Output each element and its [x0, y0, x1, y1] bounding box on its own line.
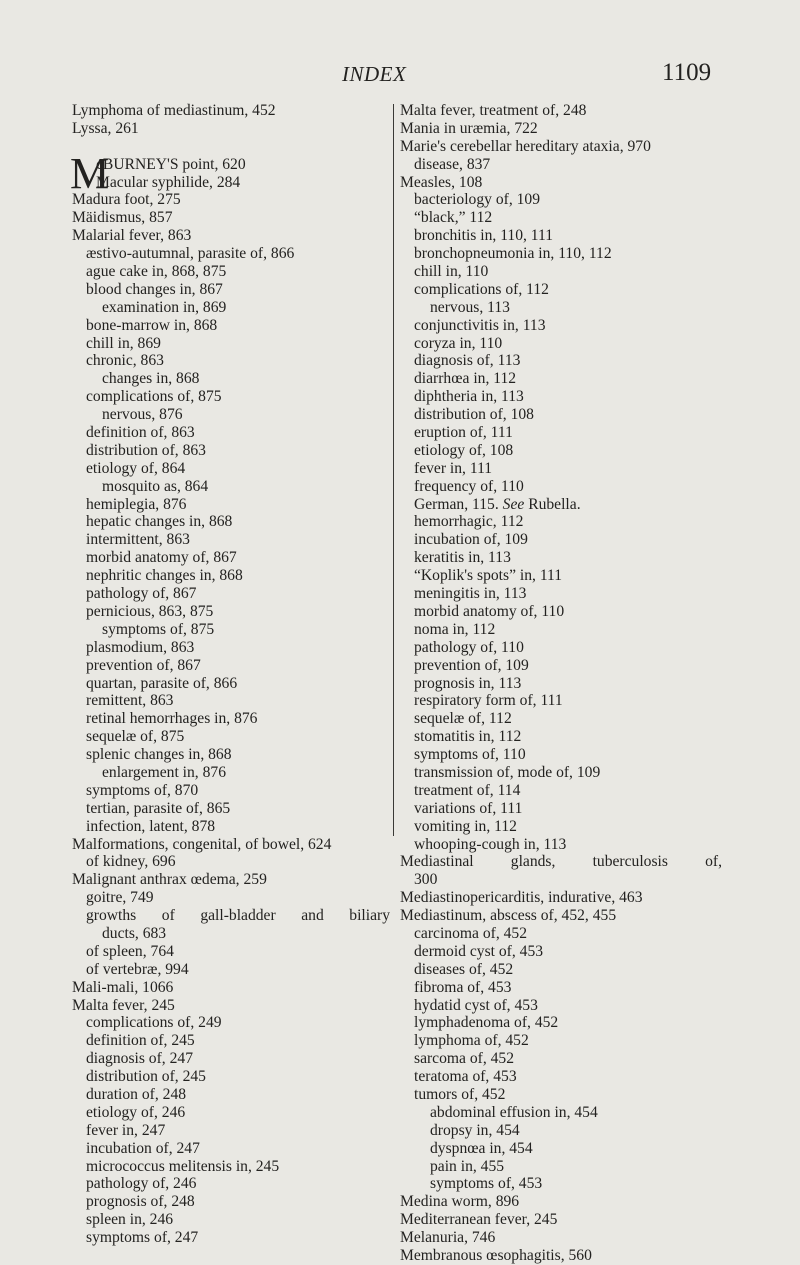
index-entry: plasmodium, 863: [86, 638, 195, 656]
index-entry: Mediastinum, abscess of, 452, 455: [400, 907, 617, 925]
index-entry: carcinoma of, 452: [414, 924, 528, 942]
index-entry: nervous, 876: [102, 406, 183, 424]
index-entry: eruption of, 111: [414, 424, 513, 442]
index-entry: nervous, 113: [430, 298, 510, 316]
index-entry: conjunctivitis in, 113: [414, 316, 546, 334]
index-entry: chill in, 110: [414, 263, 489, 281]
index-entry: Malformations, congenital, of bowel, 624: [72, 835, 332, 853]
index-entry: teratoma of, 453: [414, 1068, 517, 1086]
index-entry: of kidney, 696: [86, 853, 176, 871]
index-entry: ague cake in, 868, 875: [86, 263, 227, 281]
index-entry: Malta fever, treatment of, 248: [400, 102, 587, 119]
see-reference: See: [502, 495, 525, 513]
index-entry: diphtheria in, 113: [414, 388, 524, 406]
index-entry: distribution of, 863: [86, 441, 206, 459]
index-entry: lymphoma of, 452: [414, 1032, 529, 1050]
index-entry: dermoid cyst of, 453: [414, 942, 544, 960]
index-entry: variations of, 111: [414, 799, 523, 817]
index-entry: prevention of, 109: [414, 656, 529, 674]
index-entry: tertian, parasite of, 865: [86, 799, 231, 817]
index-entry: symptoms of, 453: [430, 1175, 543, 1193]
index-entry: sequelæ of, 875: [86, 728, 185, 746]
index-entry: pernicious, 863, 875: [86, 602, 214, 620]
see-target: Rubella.: [528, 495, 581, 513]
index-entry: intermittent, 863: [86, 531, 190, 549]
index-entry: infection, latent, 878: [86, 817, 216, 835]
index-entry: spleen in, 246: [86, 1211, 174, 1229]
index-entry: Mäidismus, 857: [72, 209, 173, 227]
index-entry: growths of gall-bladder and biliary: [86, 907, 390, 925]
section-m-opening: [70, 148, 390, 198]
index-entry: prognosis of, 248: [86, 1193, 195, 1211]
index-entry: Malarial fever, 863: [72, 227, 192, 245]
index-entry: remittent, 863: [86, 692, 174, 710]
index-entry: hemorrhagic, 112: [414, 513, 524, 531]
index-entry: cBURNEY'S point, 620: [96, 155, 246, 173]
index-entry: [400, 496, 722, 514]
index-entry: frequency of, 110: [414, 477, 524, 495]
index-entry: definition of, 863: [86, 424, 195, 442]
entries-list: [400, 102, 722, 1265]
index-entry: Mania in uræmia, 722: [400, 119, 538, 137]
index-entry: Medina worm, 896: [400, 1193, 520, 1211]
index-entry: stomatitis in, 112: [414, 728, 522, 746]
page-header: [0, 59, 800, 92]
index-entry: complications of, 875: [86, 388, 222, 406]
index-entry: sarcoma of, 452: [414, 1050, 515, 1068]
index-entry: distribution of, 245: [86, 1068, 206, 1086]
index-entry: “black,” 112: [414, 209, 493, 227]
index-entry: treatment of, 114: [414, 781, 521, 799]
index-entry: Mediterranean fever, 245: [400, 1211, 558, 1229]
index-entry: quartan, parasite of, 866: [86, 674, 238, 692]
index-entry: diseases of, 452: [414, 960, 514, 978]
index-entry: etiology of, 864: [86, 459, 186, 477]
index-entry: micrococcus melitensis in, 245: [86, 1157, 280, 1175]
page-number: 1109: [662, 59, 712, 86]
index-entry: Measles, 108: [400, 173, 483, 191]
index-entry: incubation of, 247: [86, 1139, 200, 1157]
index-entry: diagnosis of, 247: [86, 1050, 193, 1068]
index-entry: Membranous œsophagitis, 560: [400, 1247, 592, 1264]
index-entry: etiology of, 108: [414, 441, 514, 459]
index-entry: keratitis in, 113: [414, 549, 511, 567]
entry-text: German, 115.: [414, 495, 499, 513]
index-entry: Marie's cerebellar hereditary ataxia, 970: [400, 137, 651, 155]
index-entry: coryza in, 110: [414, 334, 503, 352]
index-entry: changes in, 868: [102, 370, 200, 388]
index-entry: pain in, 455: [430, 1157, 505, 1175]
drop-cap-letter: M: [70, 148, 110, 198]
index-entry: of spleen, 764: [86, 942, 174, 960]
index-entry: noma in, 112: [414, 620, 496, 638]
index-entry: vomiting in, 112: [414, 817, 517, 835]
index-entry: whooping-cough in, 113: [414, 835, 567, 853]
index-entry: bronchitis in, 110, 111: [414, 227, 554, 245]
index-entry: mosquito as, 864: [102, 477, 209, 495]
index-entry: morbid anatomy of, 110: [414, 602, 565, 620]
index-entry: symptoms of, 870: [86, 781, 199, 799]
index-entry: blood changes in, 867: [86, 280, 223, 298]
index-entry: hemiplegia, 876: [86, 495, 187, 513]
entries-list: [72, 191, 390, 1247]
index-entry: fever in, 247: [86, 1121, 166, 1139]
index-entry: prognosis in, 113: [414, 674, 522, 692]
index-entry: chill in, 869: [86, 334, 161, 352]
index-entry: definition of, 245: [86, 1032, 195, 1050]
index-entry: hydatid cyst of, 453: [414, 996, 538, 1014]
index-column-right: [400, 102, 722, 1265]
index-entry: tumors of, 452: [414, 1085, 506, 1103]
index-entry: retinal hemorrhages in, 876: [86, 710, 258, 728]
running-head-title: INDEX: [342, 62, 407, 86]
index-entry: Lymphoma of mediastinum, 452: [72, 102, 276, 119]
index-entry: incubation of, 109: [414, 531, 528, 549]
index-entry: respiratory form of, 111: [414, 692, 563, 710]
index-entry: duration of, 248: [86, 1085, 187, 1103]
index-entry: Mediastinal glands, tuberculosis of,: [400, 853, 722, 871]
index-entry: symptoms of, 110: [414, 746, 526, 764]
index-entry: transmission of, mode of, 109: [414, 763, 601, 781]
index-entry: fibroma of, 453: [414, 978, 512, 996]
index-entry: symptoms of, 247: [86, 1229, 199, 1247]
index-entry: diagnosis of, 113: [414, 352, 521, 370]
index-entry: Lyssa, 261: [72, 119, 139, 137]
index-entry: dyspnœa in, 454: [430, 1139, 533, 1157]
index-entry: ducts, 683: [102, 924, 167, 942]
index-entry: prevention of, 867: [86, 656, 201, 674]
index-entry: pathology of, 867: [86, 585, 197, 603]
index-entry: dropsy in, 454: [430, 1121, 520, 1139]
index-entry: meningitis in, 113: [414, 585, 527, 603]
index-entry: “Koplik's spots” in, 111: [414, 567, 563, 585]
index-entry: nephritic changes in, 868: [86, 567, 243, 585]
index-entry: æstivo-autumnal, parasite of, 866: [86, 245, 295, 263]
section-gap: [72, 138, 390, 156]
index-entry: fever in, 111: [414, 459, 493, 477]
index-entry: complications of, 249: [86, 1014, 222, 1032]
index-entry: sequelæ of, 112: [414, 710, 512, 728]
index-entry: 300: [414, 871, 438, 889]
index-entry: enlargement in, 876: [102, 763, 226, 781]
index-entry: Malta fever, 245: [72, 996, 175, 1014]
index-entry: abdominal effusion in, 454: [430, 1103, 598, 1121]
index-entry: disease, 837: [414, 155, 491, 173]
index-entry: Madura foot, 275: [72, 191, 181, 209]
index-entry: splenic changes in, 868: [86, 746, 232, 764]
index-entry: bacteriology of, 109: [414, 191, 541, 209]
index-entry: morbid anatomy of, 867: [86, 549, 237, 567]
index-entry: distribution of, 108: [414, 406, 534, 424]
index-entry: Malignant anthrax œdema, 259: [72, 871, 267, 889]
index-entry: complications of, 112: [414, 280, 549, 298]
index-entry: Mali-mali, 1066: [72, 978, 174, 996]
index-entry: diarrhœa in, 112: [414, 370, 517, 388]
index-entry: Mediastinopericarditis, indurative, 463: [400, 889, 643, 907]
index-entry: hepatic changes in, 868: [86, 513, 233, 531]
index-entry: pathology of, 110: [414, 638, 524, 656]
index-entry: Macular syphilide, 284: [96, 173, 241, 191]
index-entry: of vertebræ, 994: [86, 960, 189, 978]
index-entry: lymphadenoma of, 452: [414, 1014, 559, 1032]
index-entry: symptoms of, 875: [102, 620, 215, 638]
index-entry: bone-marrow in, 868: [86, 316, 218, 334]
index-entry: etiology of, 246: [86, 1103, 186, 1121]
index-entry: bronchopneumonia in, 110, 112: [414, 245, 612, 263]
entries-before-section: [72, 102, 390, 138]
index-entry: Melanuria, 746: [400, 1229, 496, 1247]
index-entry: pathology of, 246: [86, 1175, 197, 1193]
index-column-left: [72, 102, 390, 1247]
index-entry: goitre, 749: [86, 889, 154, 907]
index-entry: examination in, 869: [102, 298, 227, 316]
index-entry: chronic, 863: [86, 352, 164, 370]
